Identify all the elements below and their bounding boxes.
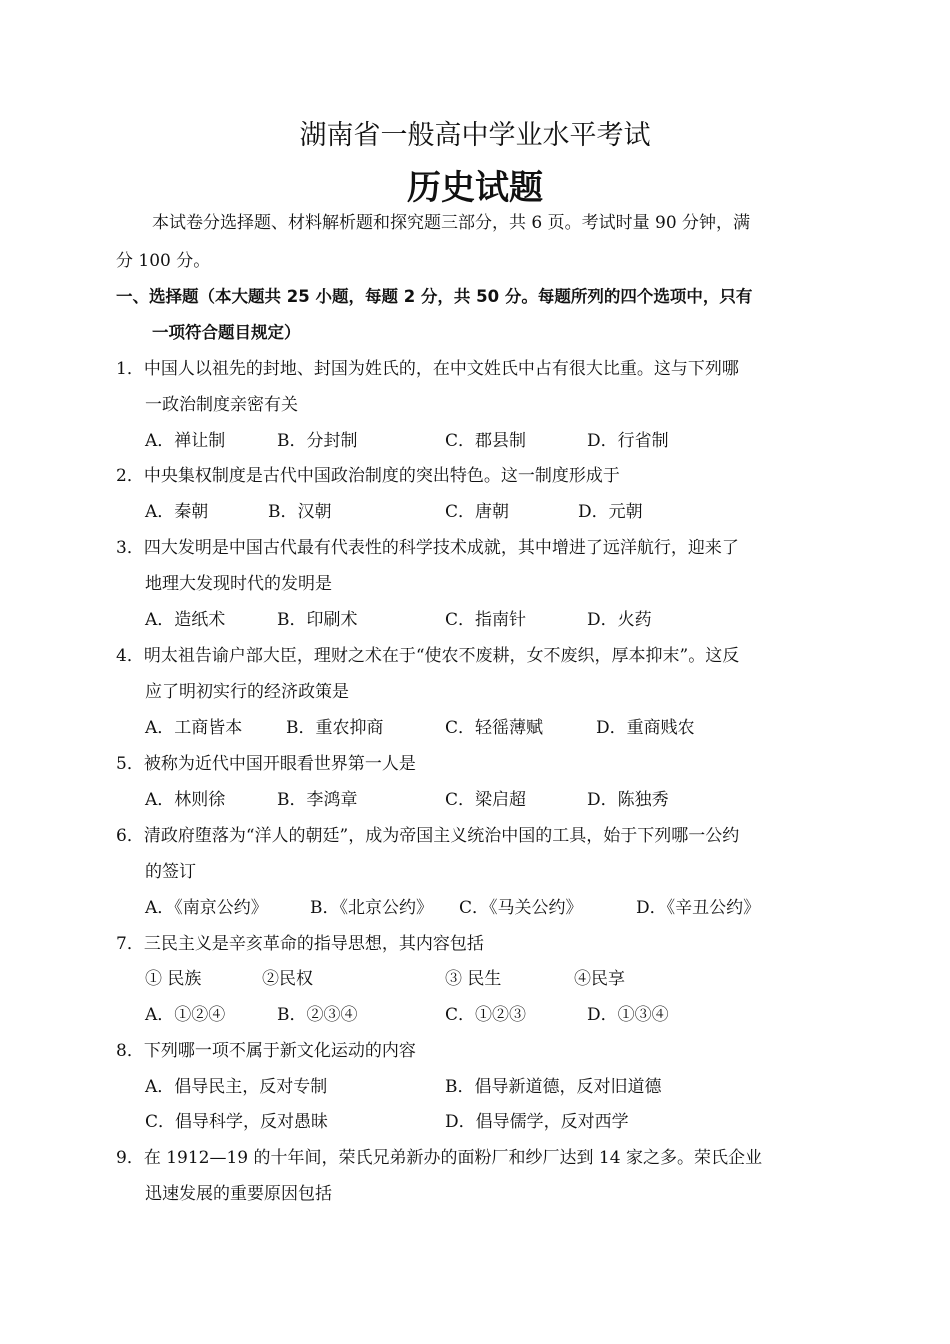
exam-title: 湖南省一般高中学业水平考试 (299, 120, 651, 151)
question-5-line-1: 5．被称为近代中国开眼看世界第一人是 (116, 754, 416, 774)
question-8-option-a: A．倡导民主，反对专制 (145, 1077, 328, 1097)
question-2-line-1: 2．中央集权制度是古代中国政治制度的突出特色。这一制度形成于 (116, 466, 620, 486)
question-5-option-d: D．陈独秀 (587, 790, 669, 810)
question-6-option-a: A．《南京公约》 (145, 898, 268, 918)
question-6-option-c: C．《马关公约》 (459, 898, 583, 918)
question-6-option-b: B．《北京公约》 (310, 898, 433, 918)
question-3-option-c: C．指南针 (445, 610, 527, 630)
question-4-option-d: D．重商贱农 (596, 718, 695, 738)
question-9-line-2: 迅速发展的重要原因包括 (145, 1184, 332, 1204)
question-4-option-c: C．轻徭薄赋 (445, 718, 544, 738)
question-2-option-c: C．唐朝 (445, 502, 510, 522)
question-3-option-d: D．火药 (587, 610, 652, 630)
question-7-item-2: ②民权 (262, 969, 313, 989)
question-1-option-d: D．行省制 (587, 431, 669, 451)
question-3-option-b: B．印刷术 (277, 610, 358, 630)
intro-line-2: 分 100 分。 (116, 251, 211, 271)
question-2-option-b: B．汉朝 (268, 502, 332, 522)
section-heading-1: 一、选择题（本大题共 25 小题，每题 2 分，共 50 分。每题所列的四个选项中，只有 (116, 287, 753, 306)
question-3-line-1: 3．四大发明是中国古代最有代表性的科学技术成就，其中增进了远洋航行，迎来了 (116, 538, 739, 558)
question-1-option-a: A．禅让制 (145, 431, 226, 451)
question-7-option-b: B．②③④ (277, 1005, 358, 1025)
question-8-line-1: 8．下列哪一项不属于新文化运动的内容 (116, 1041, 416, 1061)
question-2-option-a: A．秦朝 (145, 502, 209, 522)
question-9-line-1: 9．在 1912—19 的十年间，荣氏兄弟新办的面粉厂和纱厂达到 14 家之多。荣氏企业 (116, 1148, 762, 1168)
question-8-option-b: B．倡导新道德，反对旧道德 (445, 1077, 662, 1097)
question-1-line-1: 1．中国人以祖先的封地、封国为姓氏的，在中文姓氏中占有很大比重。这与下列哪 (116, 359, 739, 379)
question-8-option-c: C．倡导科学，反对愚昧 (145, 1112, 329, 1132)
question-1-option-c: C．郡县制 (445, 431, 527, 451)
question-7-option-c: C．①②③ (445, 1005, 527, 1025)
question-5-option-b: B．李鸿章 (277, 790, 358, 810)
question-2-option-d: D．元朝 (578, 502, 643, 522)
question-5-option-a: A．林则徐 (145, 790, 226, 810)
question-7-item-1: ① 民族 (145, 969, 202, 989)
intro-line-1: 本试卷分选择题、材料解析题和探究题三部分，共 6 页。考试时量 90 分钟，满 (152, 213, 751, 233)
subject-title: 历史试题 (407, 168, 543, 208)
question-4-option-a: A．工商皆本 (145, 718, 243, 738)
question-8-option-d: D．倡导儒学，反对西学 (445, 1112, 629, 1132)
question-7-option-a: A．①②④ (145, 1005, 226, 1025)
question-1-option-b: B．分封制 (277, 431, 358, 451)
question-3-option-a: A．造纸术 (145, 610, 226, 630)
question-4-line-1: 4．明太祖告谕户部大臣，理财之术在于“使农不废耕，女不废织，厚本抑末”。这反 (116, 646, 740, 666)
question-6-option-d: D．《辛丑公约》 (636, 898, 761, 918)
question-6-line-1: 6．清政府堕落为“洋人的朝廷”，成为帝国主义统治中国的工具，始于下列哪一公约 (116, 826, 740, 846)
question-4-option-b: B．重农抑商 (286, 718, 384, 738)
question-7-option-d: D．①③④ (587, 1005, 669, 1025)
question-5-option-c: C．梁启超 (445, 790, 527, 810)
section-heading-2: 一项符合题目规定） (152, 323, 301, 342)
question-4-line-2: 应了明初实行的经济政策是 (145, 682, 349, 702)
question-3-line-2: 地理大发现时代的发明是 (145, 574, 332, 594)
question-7-line-1: 7．三民主义是辛亥革命的指导思想，其内容包括 (116, 934, 484, 954)
question-1-line-2: 一政治制度亲密有关 (145, 395, 298, 415)
question-7-item-3: ③ 民生 (445, 969, 502, 989)
question-7-item-4: ④民享 (574, 969, 625, 989)
question-6-line-2: 的签订 (145, 862, 196, 882)
